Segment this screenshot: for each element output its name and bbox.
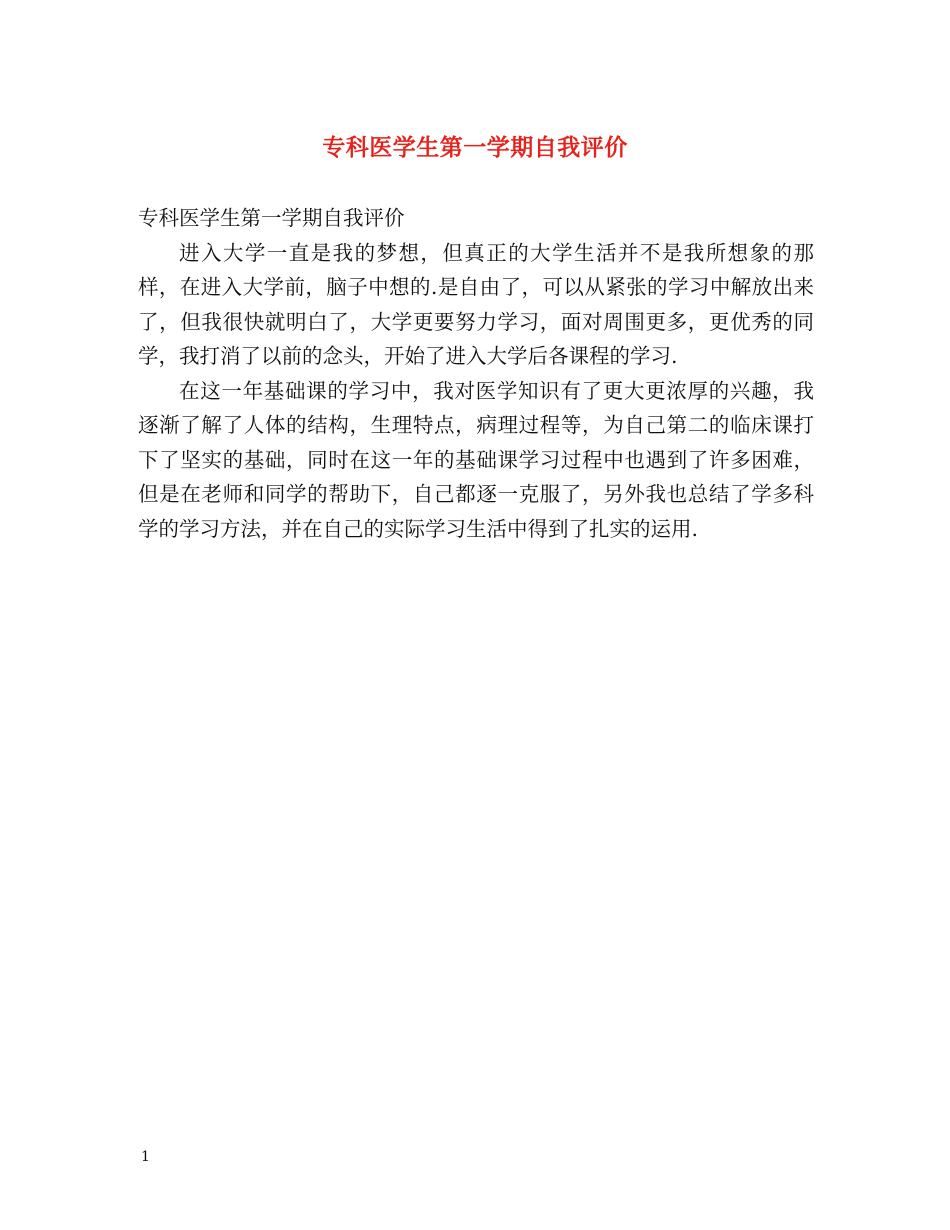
paragraph-2: 在这一年基础课的学习中，我对医学知识有了更大更浓厚的兴趣，我逐渐了解了人体的结构，生理特点，病理过程等，为自己第二的临床课打下了坚实的基础，同时在这一年的基础课学习过程中也遇到了许多困难，但是在老师和同学的帮助下，自己都逐一克服了，另外我也总结了学多科学的学习方法，并在自己的实际学习生活中得到了扎实的运用. xyxy=(138,378,814,541)
document-subtitle: 专科医学生第一学期自我评价 xyxy=(138,206,405,230)
document-body xyxy=(138,201,814,546)
paragraph-1: 进入大学一直是我的梦想，但真正的大学生活并不是我所想象的那样，在进入大学前，脑子中想的.是自由了，可以从紧张的学习中解放出来了，但我很快就明白了，大学更要努力学习，面对周围更多，更优秀的同学，我打消了以前的念头，开始了进入大学后各课程的学习. xyxy=(138,240,814,368)
page-number: 1 xyxy=(141,1149,150,1165)
document-title: 专科医学生第一学期自我评价 xyxy=(322,134,628,161)
